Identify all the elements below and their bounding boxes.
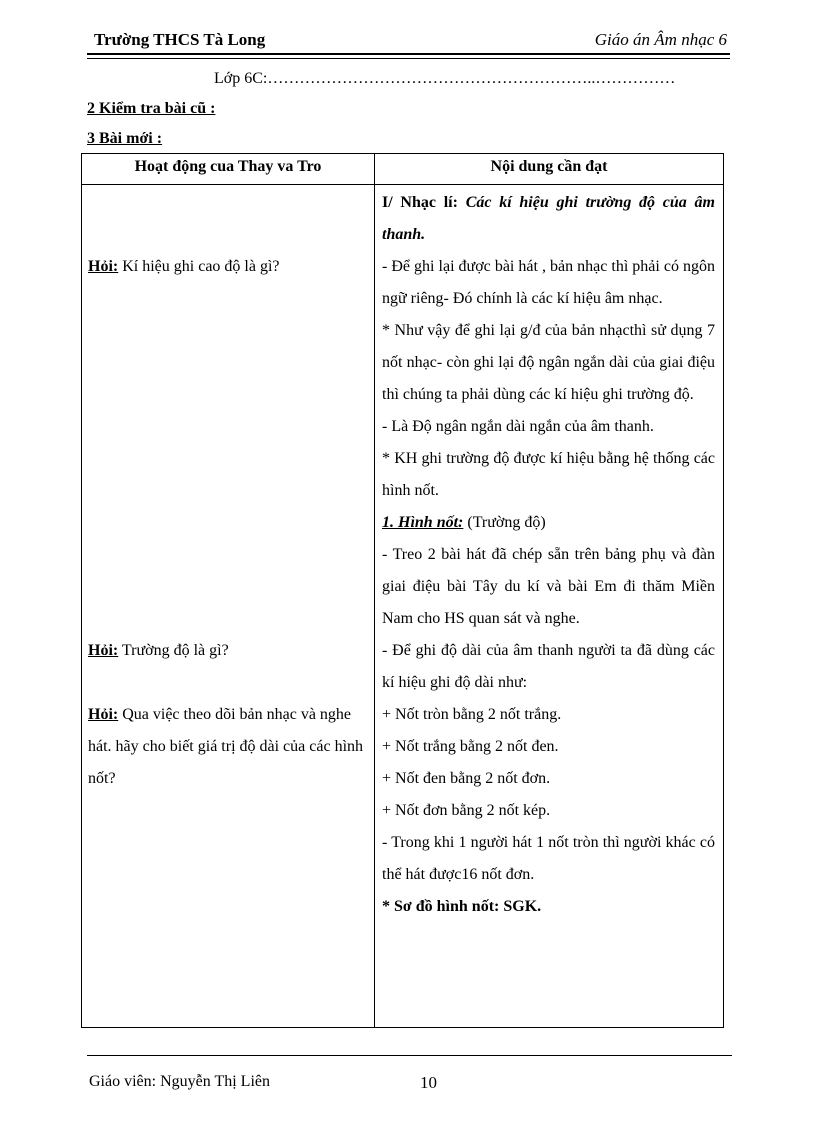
question-text: Qua việc theo dõi bản nhạc và nghe hát. hãy cho biết giá trị độ dài của các hình nốt? bbox=[88, 706, 364, 787]
header-divider-thin bbox=[87, 58, 730, 59]
heading-title: Các kí hiệu ghi trường độ của âm thanh. bbox=[382, 194, 715, 243]
question-2 bbox=[88, 635, 368, 667]
content-column bbox=[382, 187, 715, 923]
list-item: + Nốt tròn bằng 2 nốt trắng. bbox=[382, 706, 562, 723]
document-subject: Giáo án Âm nhạc 6 bbox=[594, 30, 727, 49]
lesson-table bbox=[81, 153, 724, 1028]
question-1 bbox=[88, 251, 368, 283]
school-name: Trường THCS Tà Long bbox=[94, 30, 266, 49]
list-item: + Nốt đen bằng 2 nốt đơn. bbox=[382, 770, 551, 787]
header-divider bbox=[87, 53, 730, 55]
heading-prefix: I/ Nhạc lí: bbox=[382, 194, 466, 211]
content-paragraph: - Để ghi độ dài của âm thanh người ta đã dùng các kí hiệu ghi độ dài như: bbox=[382, 642, 715, 691]
list-item: + Nốt trắng bằng 2 nốt đen. bbox=[382, 738, 559, 755]
teacher-name: Giáo viên: Nguyễn Thị Liên bbox=[89, 1073, 270, 1090]
question-text: Trường độ là gì? bbox=[118, 642, 229, 659]
header-row-divider bbox=[82, 184, 723, 185]
diagram-reference: * Sơ đồ hình nốt: SGK. bbox=[382, 898, 542, 915]
question-text: Kí hiệu ghi cao độ là gì? bbox=[118, 258, 280, 275]
question-label: Hỏi: bbox=[88, 706, 119, 723]
content-paragraph: * KH ghi trường độ được kí hiệu bằng hệ thống các hình nốt. bbox=[382, 450, 715, 499]
column-divider bbox=[374, 154, 375, 1027]
column-header-content: Nội dung cần đạt bbox=[490, 158, 608, 175]
question-label: Hỏi: bbox=[88, 642, 119, 659]
question-3 bbox=[88, 699, 368, 795]
sub-heading bbox=[382, 507, 715, 539]
sub-heading-note: (Trường độ) bbox=[463, 514, 546, 531]
content-paragraph: - Trong khi 1 người hát 1 nốt tròn thì người khác có thể hát được16 nốt đơn. bbox=[382, 834, 715, 883]
section-new-lesson: 3 Bài mới : bbox=[87, 130, 163, 147]
list-item: + Nốt đơn bằng 2 nốt kép. bbox=[382, 802, 551, 819]
content-paragraph: * Như vậy để ghi lại g/đ của bản nhạcthì sử dụng 7 nốt nhạc- còn ghi lại độ ngân ngắn dài của giai điệu thì chúng ta phải dùng các kí hiệu ghi trường độ. bbox=[382, 322, 715, 403]
content-paragraph: - Là Độ ngân ngắn dài ngắn của âm thanh. bbox=[382, 418, 654, 435]
column-header-activities: Hoạt động cua Thay va Tro bbox=[134, 158, 322, 175]
content-heading bbox=[382, 187, 715, 251]
content-paragraph: - Để ghi lại được bài hát , bản nhạc thì phải có ngôn ngữ riêng- Đó chính là các kí hiệu âm nhạc. bbox=[382, 258, 715, 307]
class-line: Lớp 6C:……………………………………………………..…………… bbox=[214, 70, 676, 87]
content-paragraph: - Treo 2 bài hát đã chép sẵn trên bảng phụ và đàn giai điệu bài Tây du kí và bài Em đi thăm Miền Nam cho HS quan sát và nghe. bbox=[382, 546, 715, 627]
footer-divider bbox=[87, 1055, 732, 1056]
sub-heading-title: 1. Hình nốt: bbox=[382, 514, 464, 531]
question-label: Hỏi: bbox=[88, 258, 119, 275]
page-number: 10 bbox=[420, 1073, 437, 1092]
section-old-lesson: 2 Kiểm tra bài cũ : bbox=[87, 100, 216, 117]
